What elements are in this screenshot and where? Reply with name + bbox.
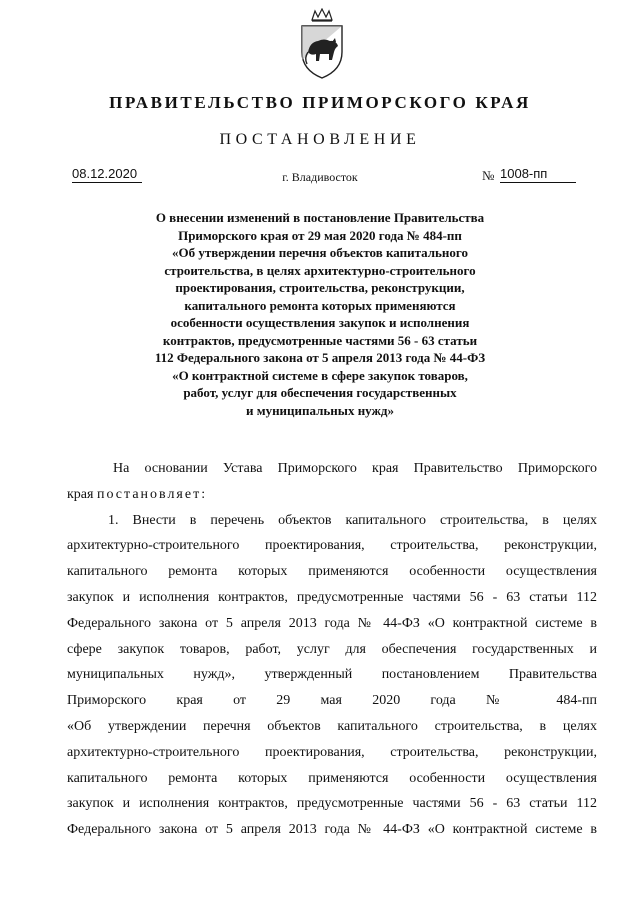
title-line: О внесении изменений в постановление Правительства — [155, 210, 485, 225]
coat-of-arms-emblem — [298, 8, 346, 80]
item-1-line: капитального ремонта которых применяются особенности осуществления — [67, 770, 597, 786]
title-line: Приморского края от 29 мая 2020 года № 484-пп — [178, 227, 462, 243]
organization-heading: ПРАВИТЕЛЬСТВО ПРИМОРСКОГО КРАЯ — [109, 93, 531, 112]
title-line: и муниципальных нужд» — [245, 402, 395, 418]
document-number: 1008-пп — [500, 166, 576, 183]
document-city: г. Владивосток — [282, 170, 358, 184]
item-1-line: капитального ремонта которых применяются особенности осуществления — [67, 564, 597, 580]
title-line: капитального ремонта которых применяются — [184, 297, 456, 313]
item-1-line: муниципальных нужд», утвержденный постановлением Правительства — [67, 667, 597, 683]
item-1-line: закупок и исполнения контрактов, предусмотренные частями 56 - 63 статьи 112 — [67, 589, 597, 605]
item-1-line: архитектурно-строительного проектирования, строительства, реконструкции, — [67, 744, 597, 760]
item-1-line: сфере закупок товаров, работ, услуг для обеспечения государственных и — [67, 641, 597, 657]
document-title — [100, 209, 540, 419]
document-date: 08.12.2020 — [72, 166, 142, 183]
item-1-line: Приморского края от 29 мая 2020 года № 484-пп — [67, 693, 597, 709]
resolves-word: постановляет: — [96, 486, 208, 502]
preamble-line — [67, 482, 597, 508]
title-line: 112 Федерального закона от 5 апреля 2013 года № 44-ФЗ — [154, 350, 486, 365]
title-line: особенности осуществления закупок и исполнения — [170, 315, 470, 330]
document-type-heading: ПОСТАНОВЛЕНИЕ — [219, 131, 421, 148]
title-line: «О контрактной системе в сфере закупок товаров, — [172, 367, 468, 383]
title-line: работ, услуг для обеспечения государственных — [183, 385, 457, 400]
preamble-word: края — [67, 486, 94, 502]
item-1-line: «Об утверждении перечня объектов капитального строительства, в целях — [67, 718, 597, 734]
item-1-line: архитектурно-строительного проектирования, строительства, реконструкции, — [67, 538, 597, 554]
title-line: строительства, в целях архитектурно-строительного — [164, 262, 476, 278]
title-line: «Об утверждении перечня объектов капитального — [172, 245, 468, 260]
number-label: № — [482, 168, 495, 183]
item-1-line: закупок и исполнения контрактов, предусмотренные частями 56 - 63 статьи 112 — [67, 796, 597, 812]
title-line: проектирования, строительства, реконструкции, — [175, 280, 465, 295]
document-body — [67, 456, 597, 843]
item-1-line: Федерального закона от 5 апреля 2013 года № 44-ФЗ «О контрактной системе в — [67, 822, 597, 838]
item-1-line: 1. Внести в перечень объектов капитального строительства, в целях — [108, 512, 597, 528]
item-1-line: Федерального закона от 5 апреля 2013 года № 44-ФЗ «О контрактной системе в — [67, 615, 597, 631]
title-line: контрактов, предусмотренные частями 56 - 63 статьи — [162, 332, 478, 348]
preamble-line: На основании Устава Приморского края Правительство Приморского — [113, 461, 597, 476]
